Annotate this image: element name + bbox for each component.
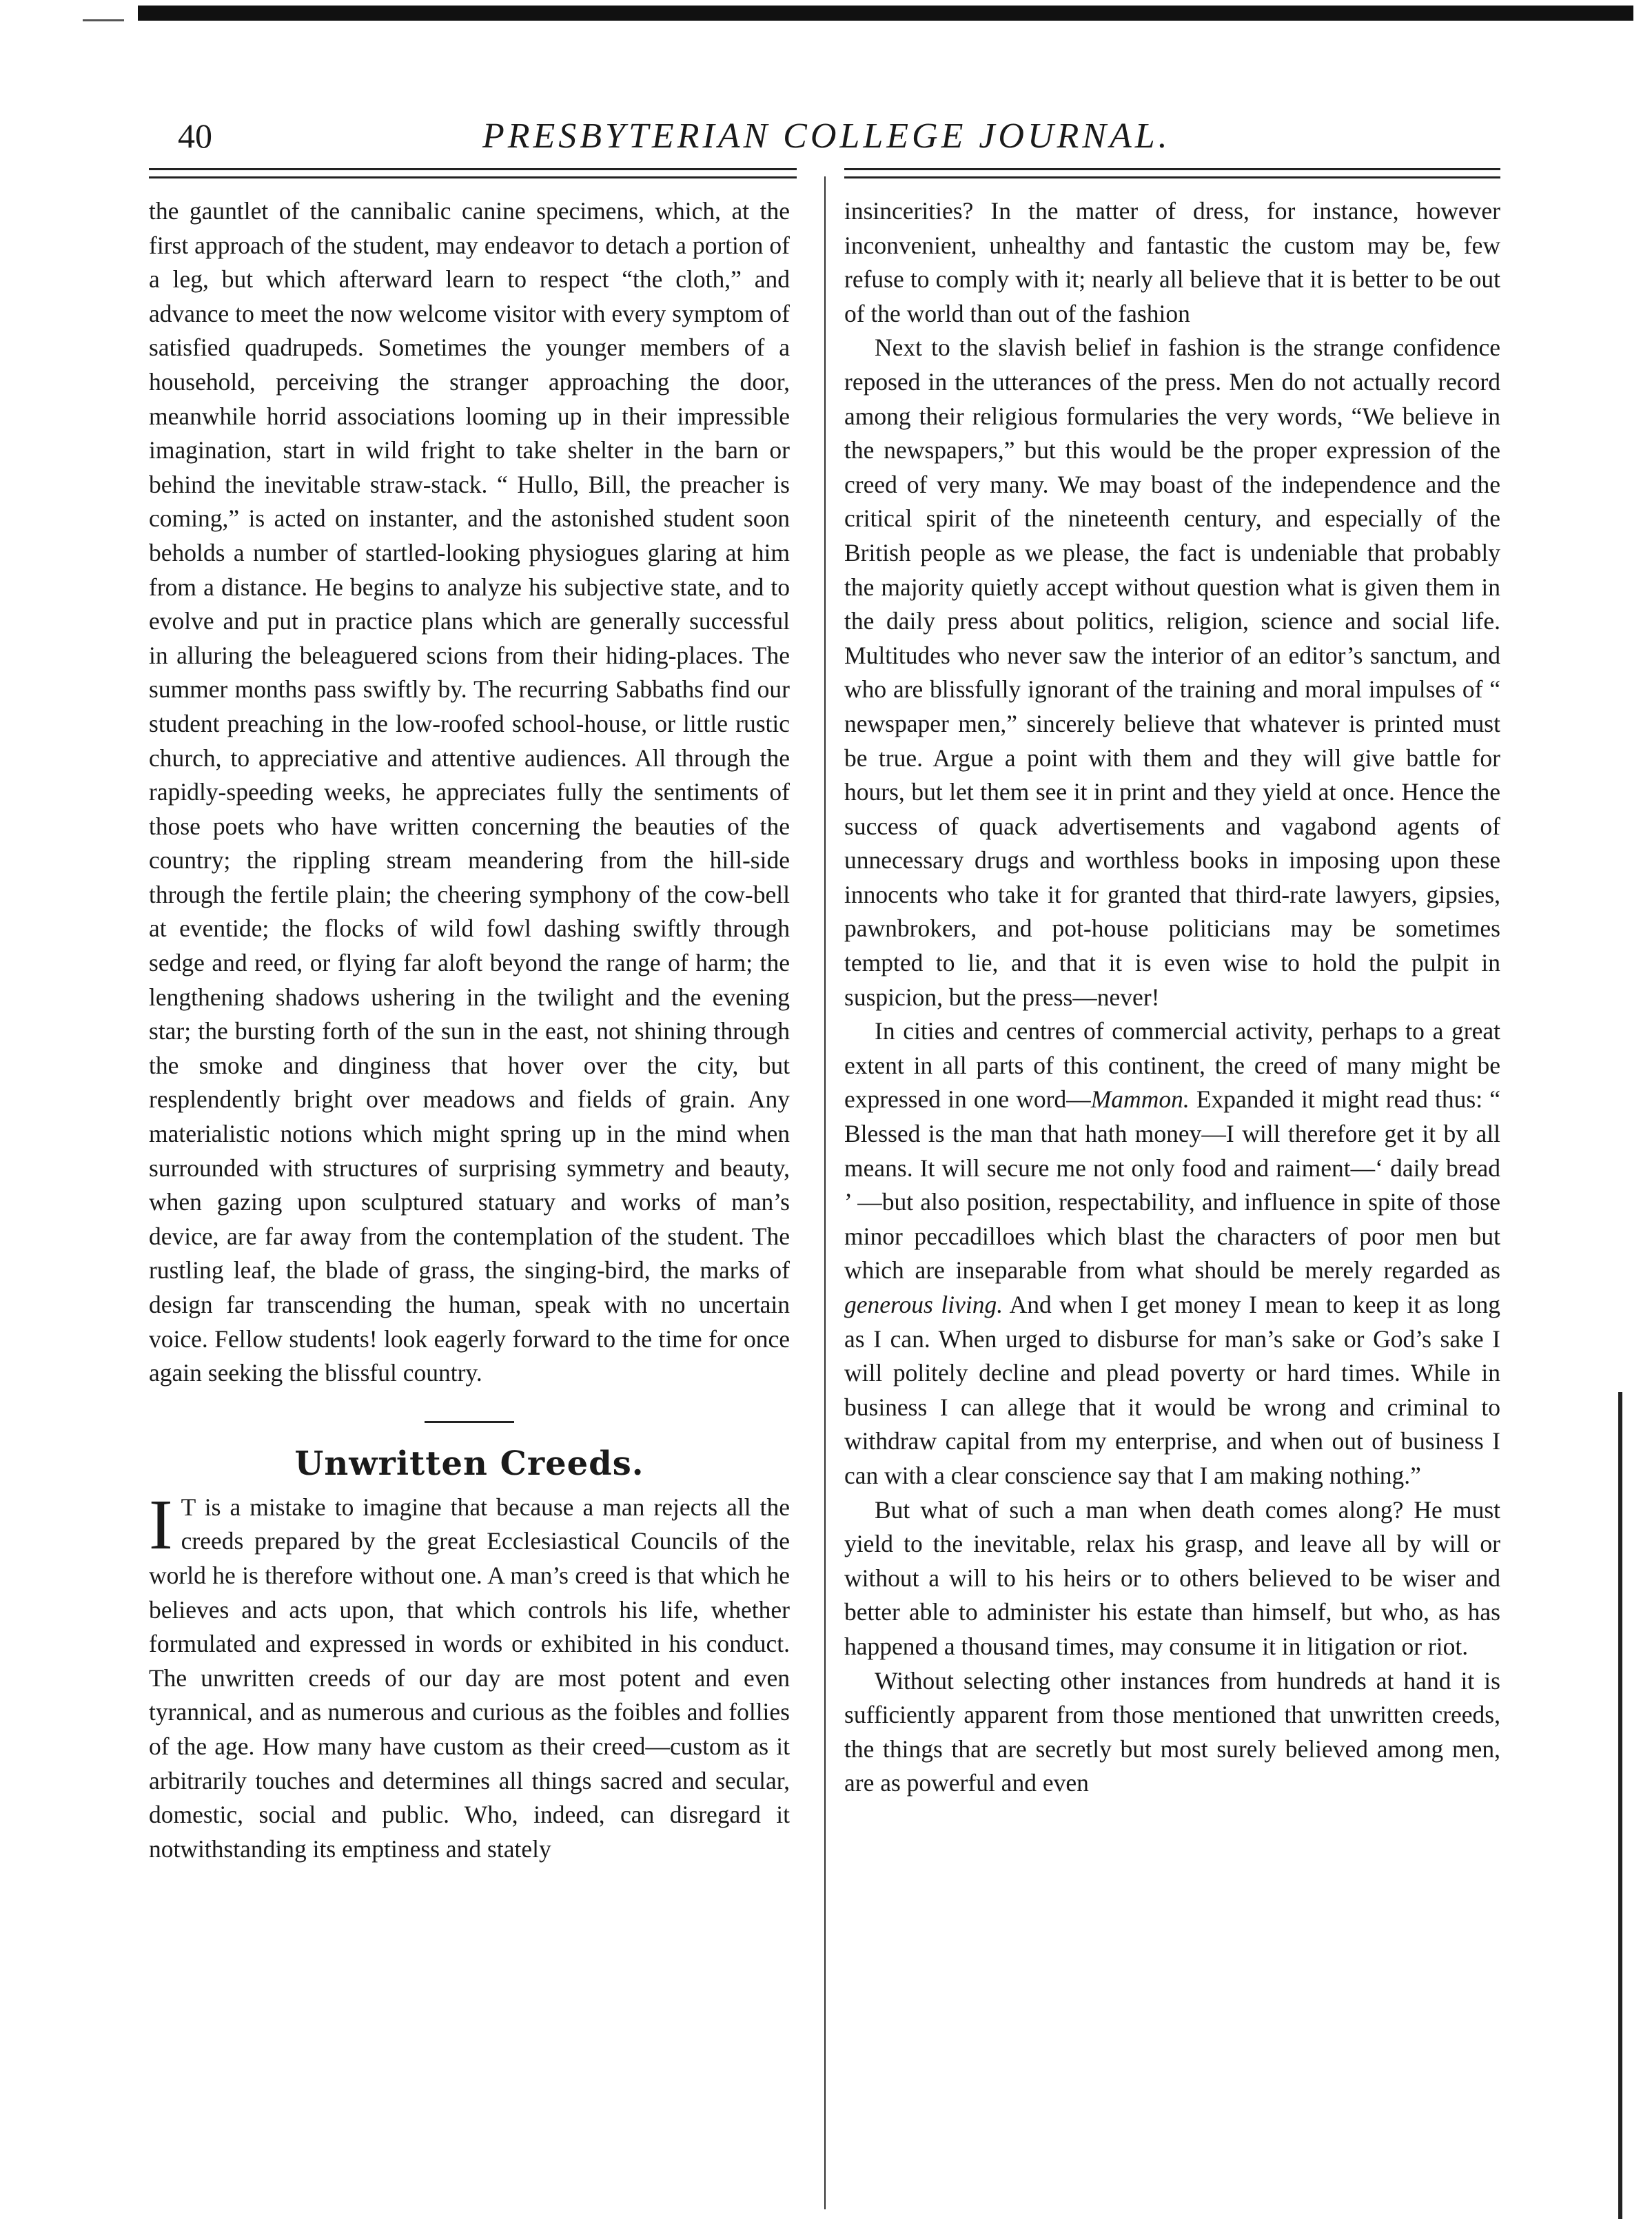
fashion-paragraph: insincerities? In the matter of dress, for instance, however inconvenient, unhealthy and fantastic the custom may be, few refuse to comply with it; nearly all believe that it is better to be out of the world than out of the fashion (844, 197, 1500, 327)
death-paragraph: But what of such a man when death comes along? He must yield to the inevitable, relax his grasp, and leave all by will or without a will to his heirs or to others believed to be wiser and better able to administer his estate than himself, but who, as has happened a thousand times, may consume it in litigation or riot. (844, 1495, 1500, 1660)
right-column (844, 194, 1500, 1801)
page-edge-rule (1618, 1392, 1622, 2219)
article-continuation-paragraph: the gauntlet of the cannibalic canine specimens, which, at the first approach of the student, may endeavor to detach a portion of a leg, but which afterward learn to respect “the cloth,” and advance to meet the now welcome visitor with every symptom of satisfied quadrupeds. Sometimes the younger members of a household, perceiving the stranger approaching the door, meanwhile horrid associations looming up in their impressible imagination, start in wild fright to take shelter in the barn or behind the inevitable straw-stack. “ Hullo, Bill, the preacher is coming,” is acted on instanter, and the astonished student soon beholds a number of startled-looking physiogues glaring at him from a distance. He begins to analyze his subjective state, and to evolve and put in practice plans which are generally successful in alluring the beleaguered scions from their hiding-places. The summer months pass swiftly by. The recurring Sabbaths find our student preaching in the low-roofed school-house, or little rustic church, to appreciative and attentive audiences. All through the rapidly-speeding weeks, he appreciates fully the sentiments of those poets who have written concerning the beauties of the country; the rippling stream meandering from the hill-side through the fertile plain; the cheering symphony of the cow-bell at eventide; the flocks of wild fowl dashing swiftly through sedge and reed, or flying far aloft beyond the range of harm; the lengthening shadows ushering in the twilight and the evening star; the bursting forth of the sun in the east, not shining through the smoke and dinginess that hover over the city, but resplendently bright over meadows and fields of grain. Any materialistic notions which might spring up in the mind when surrounded with structures of surprising symmetry and beauty, when gazing upon sculptured statuary and works of man’s device, are far away from the contemplation of the student. The rustling leaf, the blade of grass, the singing-bird, the marks of design far transcending the human, speak with no uncertain voice. Fellow students! look eagerly forward to the time for once again seeking the blissful country. (149, 197, 790, 1387)
mammon-text-1: In cities and centres of commercial activity, perhaps to a great extent in all parts of this continent, the creed of many might be expressed in one word— (844, 1017, 1500, 1114)
closing-paragraph: Without selecting other instances from hundreds at hand it is sufficiently apparent from those mentioned that unwritten creeds, the things that are secretly but most surely believed among men, are as powerful and even (844, 1666, 1500, 1797)
header-rule-left-1 (149, 168, 797, 170)
mammon-word: Mammon. (1090, 1085, 1190, 1114)
opening-paragraph-text: T is a mistake to imagine that because a man rejects all the creeds prepared by the great Ecclesiastical Councils of the world he is therefore without one. A man’s creed is that which he believes and acts upon, that which controls his life, whether formulated and expressed in words or exhibited in his conduct. The unwritten creeds of our day are most potent and even tyrannical, and as numerous and curious as the foibles and follies of the age. How many have custom as their creed—custom as it arbitrarily touches and determines all things sacred and secular, domestic, social and public. Who, indeed, can disregard it notwithstanding its emptiness and stately (149, 1493, 790, 1863)
mammon-text-3: And when I get money I mean to keep it as long as I can. When urged to disburse for man’s sake or God’s sake I will politely decline and plead poverty or hard times. While in business I can allege that it would be wrong and criminal to withdraw capital from my enterprise, and when out of business I can with a clear conscience say that I am making nothing.” (844, 1291, 1500, 1489)
header-rule-right-2 (844, 176, 1500, 178)
press-paragraph: Next to the slavish belief in fashion is the strange confidence reposed in the utterances of the press. Men do not actually record among their religious formularies the very words, “We believe in the newspapers,” but this would be the proper expression of the creed of very many. We may boast of the independence and the critical spirit of the nineteenth century, and especially of the British people as we please, the fact is undeniable that probably the majority quietly accept without question what is given them in the daily press about politics, religion, science and social life. Multitudes who never saw the interior of an editor’s sanctum, and who are blissfully ignorant of the training and moral impulses of “ newspaper men,” sincerely believe that whatever is printed must be true. Argue a point with them and they will give battle for hours, but let them see it in print and they yield at once. Hence the success of quack advertisements and vagabond agents of unnecessary drugs and worthless books in imposing upon these innocents who take it for granted that third-rate lawyers, gipsies, pawnbrokers, and pot-house politicians may be sometimes tempted to lie, and that it is even wise to hold the pulpit in suspicion, but the press—never! (844, 334, 1500, 1011)
opening-paragraph (149, 1484, 790, 1867)
header-rule-left-2 (149, 176, 797, 178)
generous-living-phrase: generous living. (844, 1291, 1003, 1318)
mammon-paragraph (844, 1014, 1500, 1493)
drop-cap: I (149, 1484, 173, 1564)
running-head: PRESBYTERIAN COLLEGE JOURNAL. (482, 116, 1171, 156)
top-border-rule (138, 6, 1633, 21)
mammon-text-2: Expanded it might read thus: “ Blessed is the man that hath money—I will therefore get it by all means. It will secure me not only food and raiment—‘ daily bread ’ —but also position, respectability, and influence in spite of those minor peccadilloes which blast the characters of poor men but which are inseparable from what should be merely regarded as (844, 1085, 1500, 1285)
header-rule-right-1 (844, 168, 1500, 170)
page-number: 40 (178, 116, 212, 155)
section-title: Unwritten Creeds. (294, 1444, 644, 1483)
section-divider (425, 1421, 514, 1423)
left-column (149, 194, 790, 1866)
column-divider (824, 176, 826, 2209)
top-border-mark (83, 19, 124, 21)
